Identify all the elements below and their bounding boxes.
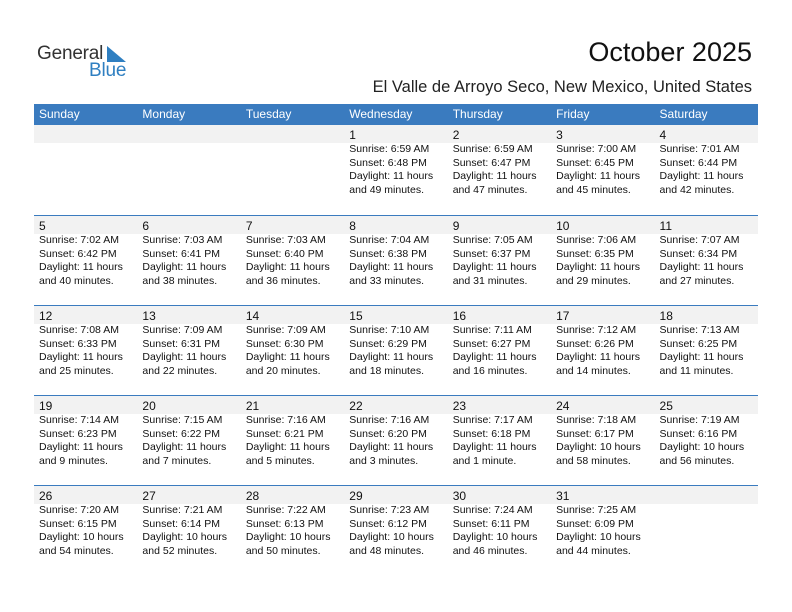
- sunset-text: Sunset: 6:26 PM: [556, 337, 634, 350]
- sunrise-text: Sunrise: 7:04 AM: [349, 234, 430, 246]
- sunrise-text: Sunrise: 7:09 AM: [245, 324, 326, 336]
- day-number: 29: [344, 486, 447, 504]
- sunset-text: Sunset: 6:44 PM: [659, 156, 738, 169]
- minutes-text: and 20 minutes.: [245, 364, 321, 377]
- weekday-friday: Friday: [556, 107, 590, 121]
- minutes-text: and 31 minutes.: [452, 274, 528, 287]
- sunrise-text: Sunrise: 7:23 AM: [349, 504, 430, 516]
- daylight-text: Daylight: 11 hours: [452, 170, 537, 183]
- sunset-text: Sunset: 6:27 PM: [452, 337, 531, 350]
- minutes-text: and 42 minutes.: [659, 183, 735, 196]
- sunset-text: Sunset: 6:45 PM: [556, 156, 634, 169]
- day-number: 21: [241, 396, 344, 414]
- sunset-text: Sunset: 6:23 PM: [39, 427, 117, 440]
- sunrise-text: Sunrise: 7:12 AM: [556, 324, 637, 336]
- daylight-text: Daylight: 11 hours: [142, 261, 227, 274]
- weeks-container: [34, 125, 758, 575]
- day-number: [655, 486, 758, 504]
- day-number: 25: [655, 396, 758, 414]
- day-number: 8: [344, 216, 447, 234]
- sunrise-text: Sunrise: 7:16 AM: [349, 414, 430, 426]
- day-number: 31: [551, 486, 654, 504]
- day-cell: [241, 125, 344, 215]
- sunrise-text: Sunrise: 7:10 AM: [349, 324, 430, 336]
- generalblue-logo: [37, 43, 137, 83]
- minutes-text: and 16 minutes.: [452, 364, 528, 377]
- sunrise-text: Sunrise: 7:24 AM: [452, 504, 533, 516]
- daylight-text: Daylight: 11 hours: [39, 261, 123, 274]
- day-number: 13: [137, 306, 240, 324]
- sunset-text: Sunset: 6:31 PM: [142, 337, 221, 350]
- day-number: 10: [551, 216, 654, 234]
- minutes-text: and 22 minutes.: [142, 364, 218, 377]
- weekday-sunday: Sunday: [39, 107, 80, 121]
- weekday-header: [34, 104, 758, 125]
- day-cell: [448, 125, 551, 215]
- day-number: 26: [34, 486, 137, 504]
- sunset-text: Sunset: 6:41 PM: [142, 247, 221, 260]
- minutes-text: and 47 minutes.: [452, 183, 528, 196]
- daylight-text: Daylight: 11 hours: [39, 351, 123, 364]
- week-row: [34, 125, 758, 215]
- sunset-text: Sunset: 6:12 PM: [349, 517, 427, 530]
- weekday-saturday: Saturday: [659, 107, 708, 121]
- day-cell: [551, 485, 654, 575]
- daylight-text: Daylight: 11 hours: [142, 351, 227, 364]
- week-row: [34, 215, 758, 305]
- sunset-text: Sunset: 6:35 PM: [556, 247, 634, 260]
- sunrise-text: Sunrise: 7:03 AM: [142, 234, 223, 246]
- daylight-text: Daylight: 11 hours: [349, 441, 434, 454]
- daylight-text: Daylight: 10 hours: [349, 531, 434, 544]
- sunrise-text: Sunrise: 7:20 AM: [39, 504, 119, 516]
- day-number: 3: [551, 125, 654, 143]
- day-cell: [344, 305, 447, 395]
- minutes-text: and 27 minutes.: [659, 274, 735, 287]
- day-cell: [241, 215, 344, 305]
- week-row: [34, 395, 758, 485]
- daylight-text: Daylight: 11 hours: [556, 351, 640, 364]
- sunset-text: Sunset: 6:11 PM: [452, 517, 530, 530]
- sunset-text: Sunset: 6:34 PM: [659, 247, 738, 260]
- sunrise-text: Sunrise: 6:59 AM: [452, 143, 533, 155]
- week-row: [34, 485, 758, 575]
- sunset-text: Sunset: 6:25 PM: [659, 337, 738, 350]
- day-number: 20: [137, 396, 240, 414]
- sunrise-text: Sunrise: 7:16 AM: [245, 414, 326, 426]
- sunrise-text: Sunrise: 7:19 AM: [659, 414, 740, 426]
- sunset-text: Sunset: 6:13 PM: [245, 517, 324, 530]
- minutes-text: and 58 minutes.: [556, 454, 631, 467]
- day-number: 19: [34, 396, 137, 414]
- sunrise-text: Sunrise: 7:09 AM: [142, 324, 223, 336]
- day-cell: [344, 125, 447, 215]
- daylight-text: Daylight: 10 hours: [556, 441, 641, 454]
- sunrise-text: Sunrise: 7:21 AM: [142, 504, 223, 516]
- minutes-text: and 11 minutes.: [659, 364, 734, 377]
- day-cell: [34, 485, 137, 575]
- sunrise-text: Sunrise: 7:01 AM: [659, 143, 740, 155]
- sunrise-text: Sunrise: 7:18 AM: [556, 414, 637, 426]
- day-number: [241, 125, 344, 143]
- logo-text-blue: Blue: [89, 60, 127, 81]
- sunset-text: Sunset: 6:47 PM: [452, 156, 531, 169]
- daylight-text: Daylight: 10 hours: [556, 531, 641, 544]
- day-cell: [344, 485, 447, 575]
- minutes-text: and 5 minutes.: [245, 454, 315, 467]
- day-number: 17: [551, 306, 654, 324]
- sunset-text: Sunset: 6:22 PM: [142, 427, 221, 440]
- sunrise-text: Sunrise: 7:15 AM: [142, 414, 223, 426]
- minutes-text: and 9 minutes.: [39, 454, 108, 467]
- day-cell: [655, 395, 758, 485]
- day-number: 18: [655, 306, 758, 324]
- day-number: 14: [241, 306, 344, 324]
- daylight-text: Daylight: 11 hours: [452, 441, 537, 454]
- day-number: 15: [344, 306, 447, 324]
- daylight-text: Daylight: 11 hours: [452, 351, 537, 364]
- day-number: 23: [448, 396, 551, 414]
- sunset-text: Sunset: 6:15 PM: [39, 517, 117, 530]
- minutes-text: and 14 minutes.: [556, 364, 631, 377]
- minutes-text: and 33 minutes.: [349, 274, 424, 287]
- sunset-text: Sunset: 6:20 PM: [349, 427, 427, 440]
- daylight-text: Daylight: 11 hours: [245, 441, 330, 454]
- daylight-text: Daylight: 11 hours: [659, 261, 744, 274]
- sunrise-text: Sunrise: 7:03 AM: [245, 234, 326, 246]
- sunrise-text: Sunrise: 7:17 AM: [452, 414, 533, 426]
- daylight-text: Daylight: 11 hours: [39, 441, 123, 454]
- day-number: 16: [448, 306, 551, 324]
- day-cell: [34, 395, 137, 485]
- daylight-text: Daylight: 11 hours: [142, 441, 227, 454]
- day-number: 11: [655, 216, 758, 234]
- weekday-monday: Monday: [142, 107, 186, 121]
- weekday-thursday: Thursday: [452, 107, 503, 121]
- day-cell: [344, 215, 447, 305]
- minutes-text: and 48 minutes.: [349, 544, 424, 557]
- minutes-text: and 49 minutes.: [349, 183, 424, 196]
- minutes-text: and 3 minutes.: [349, 454, 419, 467]
- day-cell: [34, 125, 137, 215]
- day-number: 9: [448, 216, 551, 234]
- sunrise-text: Sunrise: 7:07 AM: [659, 234, 740, 246]
- day-cell: [551, 395, 654, 485]
- day-number: 2: [448, 125, 551, 143]
- day-cell: [448, 485, 551, 575]
- sunset-text: Sunset: 6:38 PM: [349, 247, 427, 260]
- day-cell: [655, 305, 758, 395]
- minutes-text: and 40 minutes.: [39, 274, 114, 287]
- daylight-text: Daylight: 11 hours: [349, 170, 434, 183]
- daylight-text: Daylight: 10 hours: [142, 531, 228, 544]
- week-row: [34, 305, 758, 395]
- daylight-text: Daylight: 11 hours: [659, 351, 744, 364]
- day-cell: [448, 305, 551, 395]
- sunrise-text: Sunrise: 7:25 AM: [556, 504, 637, 516]
- daylight-text: Daylight: 11 hours: [659, 170, 744, 183]
- sunset-text: Sunset: 6:42 PM: [39, 247, 117, 260]
- day-cell: [448, 395, 551, 485]
- calendar-grid: [34, 104, 758, 575]
- minutes-text: and 44 minutes.: [556, 544, 631, 557]
- sunrise-text: Sunrise: 7:02 AM: [39, 234, 119, 246]
- sunrise-text: Sunrise: 7:00 AM: [556, 143, 637, 155]
- day-number: 22: [344, 396, 447, 414]
- sunrise-text: Sunrise: 7:22 AM: [245, 504, 326, 516]
- sunset-text: Sunset: 6:18 PM: [452, 427, 531, 440]
- daylight-text: Daylight: 11 hours: [245, 261, 330, 274]
- day-number: 5: [34, 216, 137, 234]
- minutes-text: and 36 minutes.: [245, 274, 321, 287]
- sunrise-text: Sunrise: 7:08 AM: [39, 324, 119, 336]
- sunrise-text: Sunrise: 7:14 AM: [39, 414, 119, 426]
- daylight-text: Daylight: 11 hours: [245, 351, 330, 364]
- day-number: 7: [241, 216, 344, 234]
- day-cell: [34, 305, 137, 395]
- month-title: October 2025: [588, 37, 752, 67]
- minutes-text: and 54 minutes.: [39, 544, 114, 557]
- day-number: 12: [34, 306, 137, 324]
- sunset-text: Sunset: 6:09 PM: [556, 517, 634, 530]
- day-cell: [137, 485, 240, 575]
- day-number: 28: [241, 486, 344, 504]
- day-number: 4: [655, 125, 758, 143]
- minutes-text: and 18 minutes.: [349, 364, 424, 377]
- day-cell: [137, 125, 240, 215]
- sunrise-text: Sunrise: 7:06 AM: [556, 234, 637, 246]
- logo-text-general: General: [37, 43, 104, 64]
- weekday-tuesday: Tuesday: [245, 107, 292, 121]
- day-cell: [551, 125, 654, 215]
- minutes-text: and 1 minute.: [452, 454, 517, 467]
- minutes-text: and 7 minutes.: [142, 454, 212, 467]
- day-number: 27: [137, 486, 240, 504]
- day-cell: [655, 485, 758, 575]
- minutes-text: and 25 minutes.: [39, 364, 114, 377]
- sunset-text: Sunset: 6:48 PM: [349, 156, 427, 169]
- daylight-text: Daylight: 10 hours: [452, 531, 538, 544]
- day-cell: [448, 215, 551, 305]
- daylight-text: Daylight: 11 hours: [349, 261, 434, 274]
- day-cell: [241, 305, 344, 395]
- day-cell: [241, 485, 344, 575]
- sunset-text: Sunset: 6:14 PM: [142, 517, 221, 530]
- sunrise-text: Sunrise: 7:05 AM: [452, 234, 533, 246]
- sunset-text: Sunset: 6:33 PM: [39, 337, 117, 350]
- day-cell: [137, 305, 240, 395]
- sunset-text: Sunset: 6:40 PM: [245, 247, 324, 260]
- sunset-text: Sunset: 6:16 PM: [659, 427, 738, 440]
- daylight-text: Daylight: 11 hours: [556, 261, 640, 274]
- sunrise-text: Sunrise: 7:13 AM: [659, 324, 740, 336]
- minutes-text: and 56 minutes.: [659, 454, 735, 467]
- minutes-text: and 38 minutes.: [142, 274, 218, 287]
- day-cell: [551, 305, 654, 395]
- day-cell: [551, 215, 654, 305]
- day-number: [34, 125, 137, 143]
- minutes-text: and 29 minutes.: [556, 274, 631, 287]
- day-number: 30: [448, 486, 551, 504]
- sunrise-text: Sunrise: 6:59 AM: [349, 143, 430, 155]
- sunset-text: Sunset: 6:29 PM: [349, 337, 427, 350]
- daylight-text: Daylight: 10 hours: [39, 531, 124, 544]
- minutes-text: and 52 minutes.: [142, 544, 218, 557]
- sunrise-text: Sunrise: 7:11 AM: [452, 324, 532, 336]
- minutes-text: and 45 minutes.: [556, 183, 631, 196]
- minutes-text: and 46 minutes.: [452, 544, 528, 557]
- sunset-text: Sunset: 6:37 PM: [452, 247, 531, 260]
- minutes-text: and 50 minutes.: [245, 544, 321, 557]
- daylight-text: Daylight: 11 hours: [349, 351, 434, 364]
- daylight-text: Daylight: 10 hours: [245, 531, 331, 544]
- day-cell: [137, 215, 240, 305]
- day-number: 1: [344, 125, 447, 143]
- day-number: 6: [137, 216, 240, 234]
- sunset-text: Sunset: 6:21 PM: [245, 427, 324, 440]
- day-cell: [137, 395, 240, 485]
- day-number: [137, 125, 240, 143]
- daylight-text: Daylight: 11 hours: [452, 261, 537, 274]
- daylight-text: Daylight: 11 hours: [556, 170, 640, 183]
- sunset-text: Sunset: 6:17 PM: [556, 427, 634, 440]
- day-number: 24: [551, 396, 654, 414]
- location-subtitle: El Valle de Arroyo Seco, New Mexico, United States: [372, 78, 752, 96]
- sunset-text: Sunset: 6:30 PM: [245, 337, 324, 350]
- day-cell: [655, 215, 758, 305]
- day-cell: [344, 395, 447, 485]
- day-cell: [655, 125, 758, 215]
- day-cell: [241, 395, 344, 485]
- daylight-text: Daylight: 10 hours: [659, 441, 745, 454]
- day-cell: [34, 215, 137, 305]
- weekday-wednesday: Wednesday: [349, 107, 413, 121]
